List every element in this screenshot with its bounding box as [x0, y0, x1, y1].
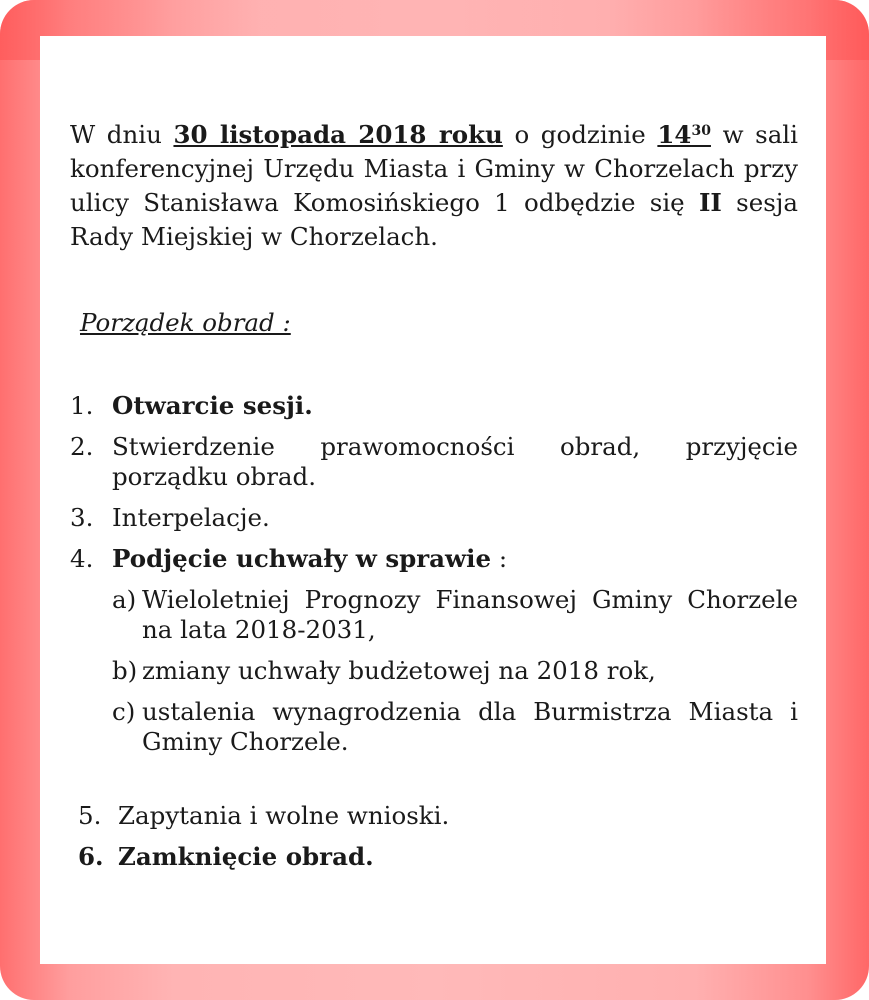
agenda-item-4-title: [112, 544, 798, 574]
agenda-list-continued: [70, 801, 798, 872]
agenda-text: Zamknięcie obrad.: [118, 842, 374, 871]
agenda-item-5: [78, 801, 798, 831]
document-body: [70, 118, 798, 883]
subitem-text: zmiany uchwały budżetowej na 2018 rok,: [142, 656, 656, 685]
agenda-text: Interpelacje.: [112, 503, 270, 532]
agenda-text: Zapytania i wolne wnioski.: [118, 801, 450, 830]
subitem-letter: b): [112, 656, 138, 685]
subitem-text: ustalenia wynagrodzenia dla Burmistrza Miasta i Gminy Chorzele.: [142, 697, 798, 756]
subitem-text: Wieloletniej Prognozy Finansowej Gminy Chorzele na lata 2018-2031,: [142, 585, 798, 644]
agenda-number: 1.: [70, 391, 94, 420]
session-date: 30 listopada 2018 roku: [173, 120, 503, 149]
agenda-number: 2.: [70, 432, 94, 461]
intro-text-3: w sali konferencyjnej Urzędu Miasta i Gminy w Chorzelach przy ulicy Stanisława Komosińskiego 1 odbędzie się: [70, 120, 798, 217]
agenda-list: [70, 391, 798, 757]
agenda-suffix: :: [491, 544, 508, 573]
document-paper: [40, 36, 826, 964]
session-number: II: [698, 188, 722, 217]
agenda-text-block: [112, 544, 798, 757]
agenda-subitem-a: [112, 585, 798, 645]
agenda-text: Otwarcie sesji.: [112, 391, 313, 420]
agenda-number: 5.: [78, 801, 102, 830]
session-minutes: 30: [691, 123, 711, 139]
session-hour: 14: [657, 120, 692, 149]
session-time: [657, 120, 711, 149]
agenda-item-1: [70, 391, 798, 421]
agenda-item-2: [70, 432, 798, 492]
intro-text-4: sesja Rady Miejskiej w Chorzelach.: [70, 188, 798, 251]
agenda-item-6: [78, 842, 798, 872]
agenda-number: 4.: [70, 544, 94, 573]
subitem-letter: c): [112, 697, 136, 726]
agenda-item-4: [70, 544, 798, 757]
agenda-item-3: [70, 503, 798, 533]
agenda-subitem-c: [112, 697, 798, 757]
agenda-number: 3.: [70, 503, 94, 532]
agenda-number: 6.: [78, 842, 104, 871]
agenda-text: Stwierdzenie prawomocności obrad, przyjęcie porządku obrad.: [112, 432, 798, 491]
intro-paragraph: [70, 118, 798, 254]
agenda-subitem-b: [112, 656, 798, 686]
intro-text-2: o godzinie: [502, 120, 658, 149]
agenda-text: Podjęcie uchwały w sprawie: [112, 544, 492, 573]
subitem-letter: a): [112, 585, 137, 614]
agenda-heading: Porządek obrad :: [80, 308, 291, 337]
intro-text-1: W dniu: [70, 120, 174, 149]
